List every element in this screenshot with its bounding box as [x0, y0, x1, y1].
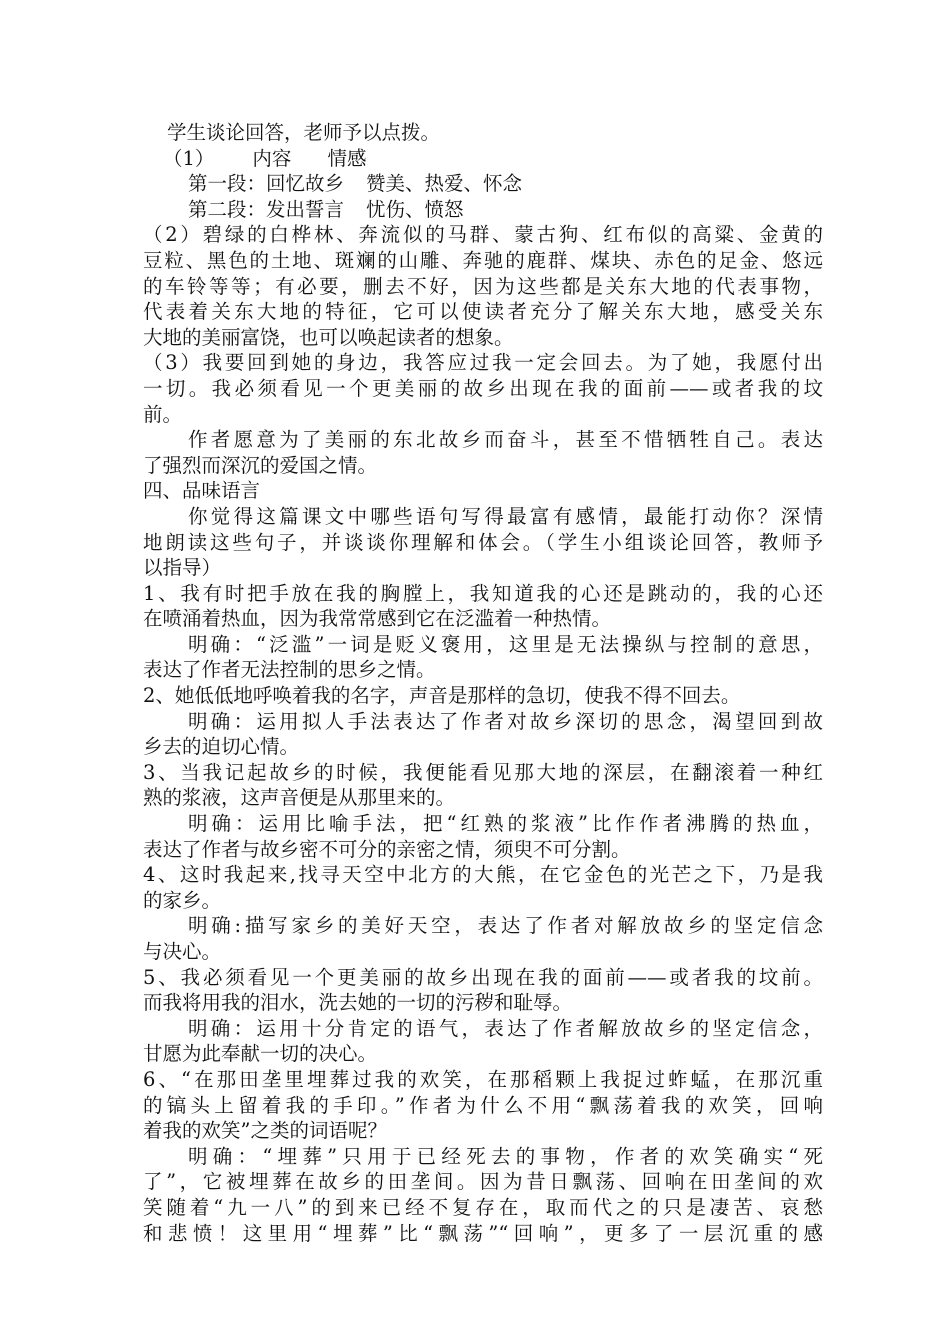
question-line: 5、我必须看见一个更美丽的故乡出现在我的面前——或者我的坟前。 [143, 965, 823, 989]
document-page [143, 120, 823, 1246]
question-line: 4、这时我起来,找寻天空中北方的大熊，在它金色的光芒之下，乃是我 [143, 863, 823, 887]
answer-line: 和悲愤！这里用“埋葬”比“飘荡”“回响”，更多了一层沉重的感 [143, 1221, 823, 1245]
table-row-emotion: 忧伤、愤怒 [366, 197, 464, 221]
table-row [143, 171, 823, 197]
answer-line: 明确：运用比喻手法，把“红熟的浆液”比作作者沸腾的热血， [188, 812, 823, 836]
text-line: 的车铃等等；有必要，删去不好，因为这些都是关东大地的代表事物， [143, 274, 823, 298]
answer-line: 表达了作者与故乡密不可分的亲密之情，须臾不可分割。 [143, 837, 631, 861]
answer-line: 表达了作者无法控制的思乡之情。 [143, 658, 436, 682]
section-title: 四、品味语言 [143, 479, 261, 503]
answer-line: 乡去的迫切心情。 [143, 735, 300, 759]
table-index: （1） [163, 146, 215, 170]
table-row-label: 第二段：发出誓言 [188, 197, 345, 221]
answer-line: 明确：运用十分肯定的语气，表达了作者解放故乡的坚定信念， [188, 1016, 823, 1040]
answer-line: 了”，它被埋葬在故乡的田垄间。因为昔日飘荡、回响在田垄间的欢 [143, 1170, 823, 1194]
text-line: （3）我要回到她的身边，我答应过我一定会回去。为了她，我愿付出 [143, 351, 823, 375]
table-row-emotion: 赞美、热爱、怀念 [366, 172, 523, 196]
list-item [143, 1067, 823, 1246]
text-line: 一切。我必须看见一个更美丽的故乡出现在我的面前——或者我的坟 [143, 376, 823, 400]
list-item [143, 965, 823, 1067]
text-line: 大地的美丽富饶，也可以唤起读者的想象。 [143, 325, 514, 349]
text-line: 地朗读这些句子，并谈谈你理解和体会。（学生小组谈论回答，教师予 [143, 530, 823, 554]
question-line: 熟的浆液，这声音便是从那里来的。 [143, 786, 456, 810]
text-line: 作者愿意为了美丽的东北故乡而奋斗，甚至不惜牺牲自己。表达 [188, 428, 823, 452]
answer-line: 明确:描写家乡的美好天空，表达了作者对解放故乡的坚定信念 [188, 914, 823, 938]
question-line: 2、她低低地呼唤着我的名字，声音是那样的急切，使我不得不回去。 [143, 684, 741, 708]
table-row-label: 第一段：回忆故乡 [188, 172, 345, 196]
answer-line: 明确：运用拟人手法表达了作者对故乡深切的思念，渴望回到故 [188, 709, 823, 733]
table-col-emotion: 情感 [327, 146, 367, 170]
question-line: 的家乡。 [143, 888, 222, 912]
question-line: 而我将用我的泪水，洗去她的一切的污秽和耻辱。 [143, 991, 573, 1015]
text-line: 你觉得这篇课文中哪些语句写得最富有感情，最能打动你？深情 [188, 504, 823, 528]
list-item [143, 760, 823, 862]
answer-line: 明确：“埋葬”只用于已经死去的事物，作者的欢笑确实“死 [188, 1144, 823, 1168]
answer-line: 与决心。 [143, 940, 222, 963]
question-line: 的镐头上留着我的手印。”作者为什么不用“飘荡着我的欢笑，回响 [143, 1093, 823, 1117]
question-line: 在喷涌着热血，因为我常常感到它在泛滥着一种热情。 [143, 607, 612, 631]
list-item [143, 581, 823, 683]
question-line: 1、我有时把手放在我的胸膛上，我知道我的心还是跳动的，我的心还 [143, 581, 823, 605]
text-line: 豆粒、黑色的土地、斑斓的山雕、奔驰的鹿群、煤块、赤色的足金、悠远 [143, 248, 823, 272]
text-line: 代表着关东大地的特征，它可以使读者充分了解关东大地，感受关东 [143, 300, 823, 324]
answer-line: 甘愿为此奉献一切的决心。 [143, 1042, 378, 1066]
table-row [143, 197, 823, 223]
text-line: 前。 [143, 402, 183, 426]
intro-line: 学生谈论回答，老师予以点拨。 [167, 121, 441, 144]
paragraph-2 [143, 222, 823, 350]
answer-line: 笑随着“九一八”的到来已经不复存在，取而代之的只是凄苦、哀愁 [143, 1195, 823, 1219]
table-header [143, 146, 823, 172]
question-line: 3、当我记起故乡的时候，我便能看见那大地的深层，在翻滚着一种红 [143, 760, 823, 784]
paragraph-5 [143, 504, 823, 581]
answer-line: 明确：“泛滥”一词是贬义褒用，这里是无法操纵与控制的意思， [188, 632, 823, 656]
text-line: 了强烈而深沉的爱国之情。 [143, 453, 378, 477]
table-col-content: 内容 [252, 146, 292, 170]
question-line: 6、“在那田垄里埋葬过我的欢笑，在那稻颗上我捉过蚱蜢，在那沉重 [143, 1067, 823, 1091]
paragraph-4 [143, 427, 823, 478]
list-item [143, 862, 823, 964]
paragraph-3 [143, 350, 823, 427]
text-line: （2）碧绿的白桦林、奔流似的马群、蒙古狗、红布似的高粱、金黄的 [143, 223, 823, 247]
list-item [143, 683, 823, 760]
text-line: 以指导） [143, 556, 222, 580]
question-line: 着我的欢笑”之类的词语呢？ [143, 1119, 387, 1143]
